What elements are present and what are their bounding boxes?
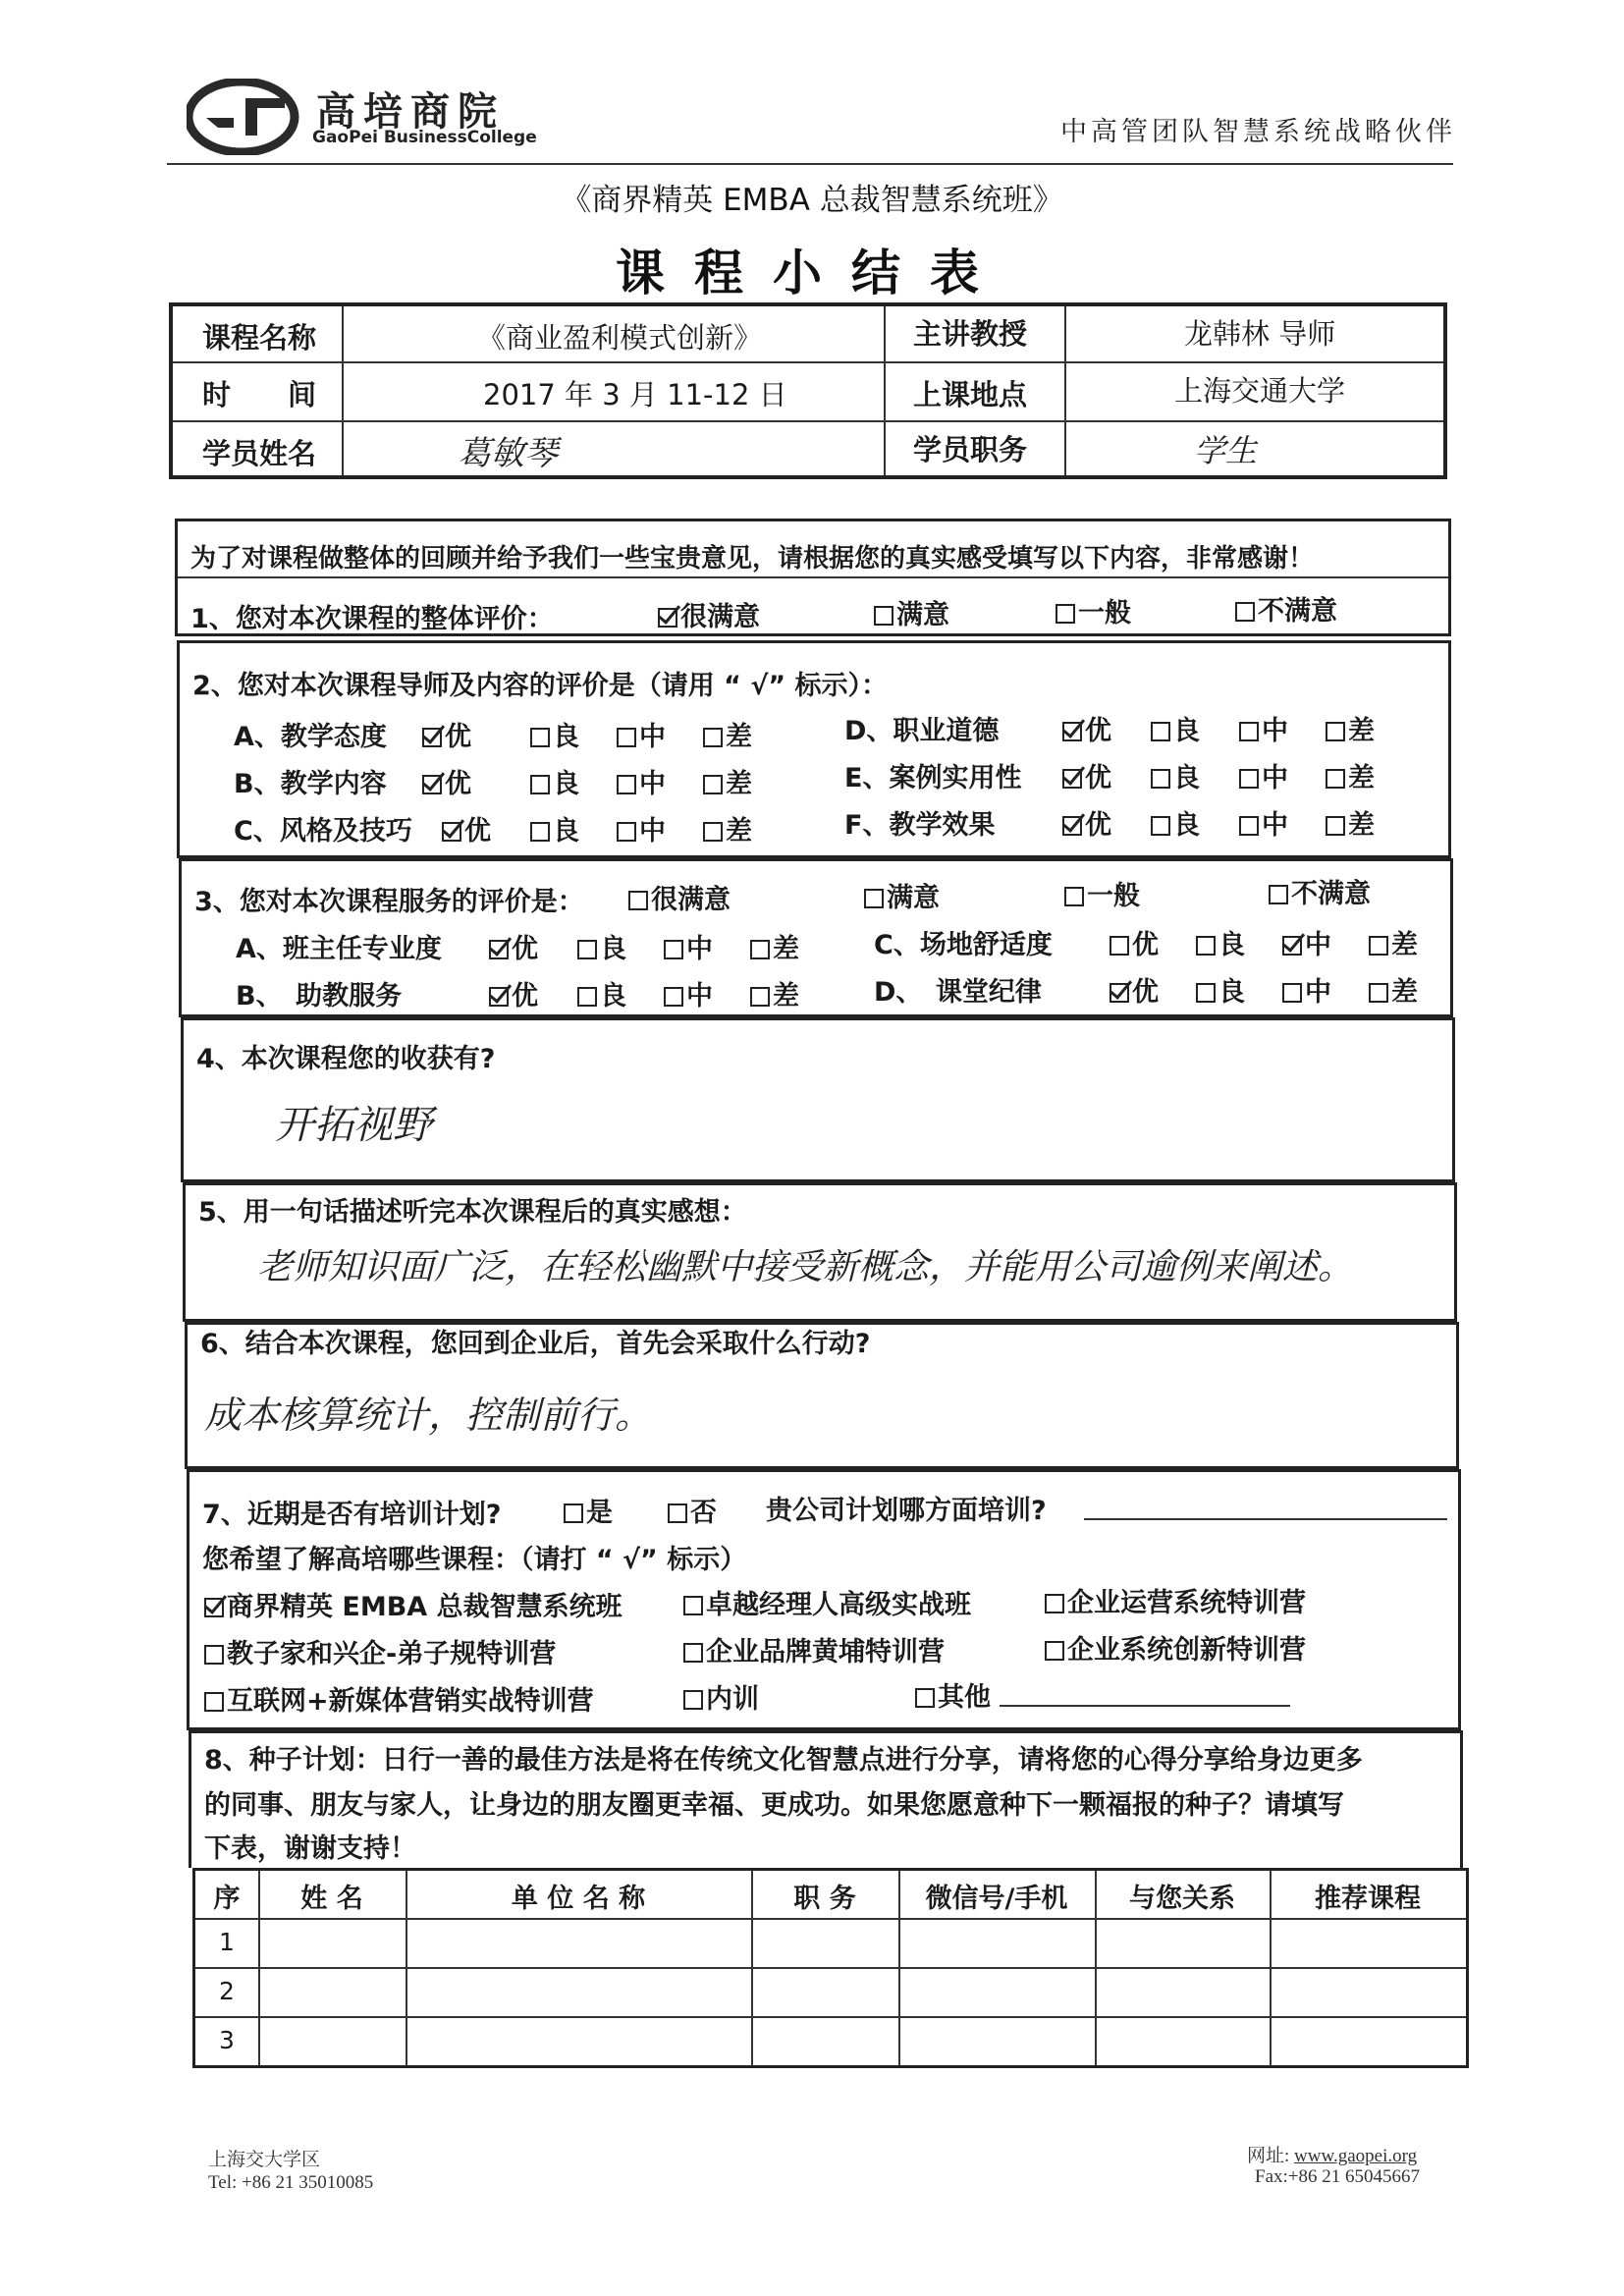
- checkbox-icon[interactable]: [1110, 936, 1129, 956]
- footer-campus: 上海交大学区: [208, 2150, 321, 2170]
- checkbox-icon[interactable]: [683, 1643, 703, 1663]
- seed-plan-table: [192, 1868, 1469, 2068]
- q3-c-grade-good[interactable]: 良: [1196, 923, 1245, 961]
- q1-option-very-satisfied[interactable]: 很满意: [658, 595, 760, 633]
- q2-c-grade-fair[interactable]: 中: [617, 809, 666, 847]
- checkbox-icon[interactable]: [577, 987, 597, 1007]
- checkbox-icon[interactable]: [530, 775, 550, 794]
- footer-web-link[interactable]: www.gaopei.org: [1294, 2146, 1418, 2166]
- checkbox-icon[interactable]: [1326, 722, 1345, 741]
- q4-answer[interactable]: 开拓视野: [275, 1103, 432, 1148]
- course-option-6[interactable]: 企业系统创新特训营: [1045, 1628, 1306, 1667]
- q3-label: 3、您对本次课程服务的评价是：: [194, 887, 584, 917]
- q2-a-grade-good[interactable]: 良: [530, 715, 579, 753]
- q2-d-grade-excellent[interactable]: 优: [1062, 709, 1111, 747]
- time-value: 2017 年 3 月 11-12 日: [483, 378, 787, 411]
- checkbox-icon[interactable]: [1239, 722, 1259, 741]
- table-row: 2: [219, 1977, 235, 2005]
- course-option-2[interactable]: 卓越经理人高级实战班: [683, 1583, 971, 1621]
- other-course-underline[interactable]: [1000, 1705, 1290, 1707]
- checkbox-icon[interactable]: [1151, 722, 1170, 741]
- q4-label: 4、本次课程您的收获有?: [196, 1044, 496, 1074]
- checkbox-icon[interactable]: [617, 775, 636, 794]
- checkbox-icon[interactable]: [703, 775, 723, 794]
- q2-c-grade-poor[interactable]: 差: [703, 809, 752, 847]
- q3-c-grade-poor[interactable]: 差: [1369, 923, 1418, 961]
- checkbox-icon[interactable]: [564, 1503, 583, 1523]
- q5-label: 5、用一句话描述听完本次课程后的真实感想：: [198, 1197, 747, 1228]
- q3-c-grade-fair[interactable]: 中: [1282, 923, 1331, 961]
- checkbox-icon[interactable]: [530, 822, 550, 842]
- course-option-4[interactable]: 教子家和兴企-弟子规特训营: [204, 1632, 556, 1670]
- footer-tel: Tel: +86 21 35010085: [208, 2172, 374, 2193]
- seed-header-position: 职 务: [793, 1884, 856, 1914]
- checkbox-icon[interactable]: [864, 889, 884, 908]
- checkbox-icon[interactable]: [1369, 983, 1388, 1003]
- gaopei-logo-icon: [187, 79, 306, 155]
- q7-label: 7、近期是否有培训计划?: [202, 1500, 502, 1530]
- table-row: 1: [219, 1928, 235, 1956]
- q3-a-grade-fair[interactable]: 中: [664, 927, 713, 965]
- q1-option-dissatisfied[interactable]: 不满意: [1235, 589, 1337, 628]
- course-option-7[interactable]: 互联网+新媒体营销实战特训营: [204, 1679, 594, 1718]
- q2-c-grade-good[interactable]: 良: [530, 809, 579, 847]
- q7-option-yes[interactable]: 是: [564, 1491, 613, 1529]
- q6-label: 6、结合本次课程，您回到企业后，首先会采取什么行动?: [200, 1329, 871, 1359]
- q2-e-grade-fair[interactable]: 中: [1239, 756, 1288, 794]
- checkbox-icon[interactable]: [683, 1690, 703, 1710]
- seed-header-name: 姓 名: [300, 1884, 363, 1914]
- checkbox-icon[interactable]: [1326, 816, 1345, 836]
- q5-answer[interactable]: 老师知识面广泛，在轻松幽默中接受新概念，并能用公司逾例来阐述。: [257, 1247, 1354, 1287]
- checked-checkbox-icon[interactable]: [1062, 769, 1082, 789]
- checkbox-icon[interactable]: [1239, 816, 1259, 836]
- checked-checkbox-icon[interactable]: [489, 940, 509, 959]
- time-label: 时 间: [202, 378, 317, 411]
- table-row: 3: [219, 2026, 235, 2054]
- q3-a-grade-poor[interactable]: 差: [750, 927, 799, 965]
- q3-a-grade-good[interactable]: 良: [577, 927, 626, 965]
- checkbox-icon[interactable]: [1239, 769, 1259, 789]
- course-option-1[interactable]: 商界精英 EMBA 总裁智慧系统班: [204, 1585, 623, 1623]
- seed-header-course: 推荐课程: [1315, 1884, 1421, 1914]
- q2-item-b: B、教学内容: [234, 769, 387, 799]
- intro-text: 为了对课程做整体的回顾并给予我们一些宝贵意见，请根据您的真实感受填写以下内容，非常感谢！: [190, 544, 1315, 574]
- checkbox-icon[interactable]: [1045, 1641, 1064, 1661]
- q2-item-a: A、教学态度: [234, 722, 387, 752]
- brand-slogan: 中高管团队智慧系统战略伙伴: [1060, 117, 1456, 147]
- q2-d-grade-good[interactable]: 良: [1151, 709, 1200, 747]
- q8-line-3: 下表，谢谢支持！: [204, 1833, 416, 1864]
- q1-label: 1、您对本次课程的整体评价：: [190, 604, 554, 634]
- q2-item-c: C、风格及技巧: [234, 816, 412, 847]
- q3-b-grade-fair[interactable]: 中: [664, 974, 713, 1012]
- course-option-9[interactable]: 其他: [915, 1675, 991, 1714]
- form-title: 课程小结表: [616, 245, 1008, 301]
- checkbox-icon[interactable]: [1235, 602, 1255, 622]
- q7-courses-label: 您希望了解高培哪些课程：（请打 “ √” 标示）: [202, 1545, 747, 1575]
- checkbox-icon[interactable]: [664, 987, 683, 1007]
- q2-f-grade-good[interactable]: 良: [1151, 803, 1200, 842]
- brand-name-english: GaoPei BusinessCollege: [312, 128, 537, 147]
- checkbox-icon[interactable]: [530, 728, 550, 747]
- checkbox-icon[interactable]: [617, 822, 636, 842]
- program-title: 《商界精英 EMBA 总裁智慧系统班》: [561, 183, 1063, 218]
- checkbox-icon[interactable]: [1045, 1594, 1064, 1613]
- checked-checkbox-icon[interactable]: [1282, 936, 1302, 956]
- checked-checkbox-icon[interactable]: [489, 987, 509, 1007]
- course-option-8[interactable]: 内训: [683, 1677, 759, 1716]
- checkbox-icon[interactable]: [1151, 769, 1170, 789]
- q7-which-underline[interactable]: [1084, 1518, 1447, 1520]
- q2-e-grade-excellent[interactable]: 优: [1062, 756, 1111, 794]
- q2-item-e: E、案例实用性: [844, 763, 1022, 793]
- checkbox-icon[interactable]: [1282, 983, 1302, 1003]
- q2-f-grade-poor[interactable]: 差: [1326, 803, 1375, 842]
- checkbox-icon[interactable]: [915, 1688, 935, 1708]
- q3-option-dissatisfied[interactable]: 不满意: [1269, 872, 1371, 910]
- q2-e-grade-good[interactable]: 良: [1151, 756, 1200, 794]
- q2-label: 2、您对本次课程导师及内容的评价是（请用 “ √” 标示）：: [192, 671, 888, 701]
- checkbox-icon[interactable]: [628, 891, 648, 910]
- q3-option-average[interactable]: 一般: [1064, 874, 1140, 912]
- checked-checkbox-icon[interactable]: [658, 608, 677, 628]
- checkbox-icon[interactable]: [1196, 936, 1216, 956]
- course-option-3[interactable]: 企业运营系统特训营: [1045, 1581, 1306, 1619]
- q2-d-grade-fair[interactable]: 中: [1239, 709, 1288, 747]
- checked-checkbox-icon[interactable]: [422, 775, 442, 794]
- q7-which-label: 贵公司计划哪方面培训?: [766, 1496, 1047, 1526]
- checked-checkbox-icon[interactable]: [204, 1598, 224, 1617]
- checkbox-icon[interactable]: [1056, 604, 1075, 624]
- q2-f-grade-fair[interactable]: 中: [1239, 803, 1288, 842]
- checkbox-icon[interactable]: [1326, 769, 1345, 789]
- seed-header-company: 单 位 名 称: [511, 1884, 646, 1914]
- checkbox-icon[interactable]: [683, 1596, 703, 1615]
- course-name-label: 课程名称: [202, 321, 317, 355]
- checked-checkbox-icon[interactable]: [1110, 983, 1129, 1003]
- q2-b-grade-fair[interactable]: 中: [617, 762, 666, 800]
- checkbox-icon[interactable]: [664, 940, 683, 959]
- checkbox-icon[interactable]: [617, 728, 636, 747]
- location-label: 上课地点: [913, 378, 1028, 411]
- q1-option-average[interactable]: 一般: [1056, 591, 1131, 629]
- checked-checkbox-icon[interactable]: [1062, 816, 1082, 836]
- seed-header-index: 序: [213, 1884, 241, 1914]
- brand-name-chinese: 高培商院: [316, 89, 505, 135]
- q3-b-grade-excellent[interactable]: 优: [489, 974, 538, 1012]
- checkbox-icon[interactable]: [874, 606, 893, 626]
- checkbox-icon[interactable]: [1369, 936, 1388, 956]
- q3-a-grade-excellent[interactable]: 优: [489, 927, 538, 965]
- q3-d-grade-excellent[interactable]: 优: [1110, 970, 1159, 1009]
- q3-item-b: B、 助教服务: [236, 981, 403, 1011]
- q2-a-grade-fair[interactable]: 中: [617, 715, 666, 753]
- q2-b-grade-excellent[interactable]: 优: [422, 762, 471, 800]
- student-name-value: 葛敏琴: [458, 434, 558, 473]
- seed-header-relationship: 与您关系: [1129, 1884, 1235, 1914]
- course-info-table: [169, 302, 1447, 479]
- position-value: 学生: [1194, 432, 1258, 469]
- q2-e-grade-poor[interactable]: 差: [1326, 756, 1375, 794]
- checkbox-icon[interactable]: [1151, 816, 1170, 836]
- q3-item-c: C、场地舒适度: [874, 930, 1053, 960]
- q3-c-grade-excellent[interactable]: 优: [1110, 923, 1159, 961]
- q6-answer[interactable]: 成本核算统计，控制前行。: [204, 1394, 653, 1437]
- checkbox-icon[interactable]: [204, 1692, 224, 1712]
- q2-a-grade-excellent[interactable]: 优: [422, 715, 471, 753]
- position-label: 学员职务: [913, 433, 1028, 466]
- course-name-value: 《商业盈利模式创新》: [477, 321, 763, 355]
- location-value: 上海交通大学: [1174, 374, 1346, 408]
- q3-option-very-satisfied[interactable]: 很满意: [628, 878, 731, 916]
- q2-c-grade-excellent[interactable]: 优: [442, 809, 491, 847]
- checkbox-icon[interactable]: [204, 1645, 224, 1665]
- q3-d-grade-poor[interactable]: 差: [1369, 970, 1418, 1009]
- footer-web-label: 网址:: [1247, 2146, 1290, 2166]
- q8-line-2: 的同事、朋友与家人，让身边的朋友圈更幸福、更成功。如果您愿意种下一颗福报的种子？请填写: [204, 1790, 1344, 1821]
- footer-web: [1247, 2141, 1417, 2167]
- checkbox-icon[interactable]: [750, 987, 770, 1007]
- checkbox-icon[interactable]: [750, 940, 770, 959]
- q3-item-a: A、班主任专业度: [236, 934, 442, 964]
- checked-checkbox-icon[interactable]: [442, 822, 461, 842]
- checkbox-icon[interactable]: [668, 1503, 687, 1523]
- q7-option-no[interactable]: 否: [668, 1491, 717, 1529]
- lecturer-label: 主讲教授: [913, 317, 1028, 351]
- q3-option-satisfied[interactable]: 满意: [864, 876, 940, 914]
- q8-line-1: 8、种子计划：日行一善的最佳方法是将在传统文化智慧点进行分享，请将您的心得分享给身边更多: [204, 1745, 1363, 1776]
- checkbox-icon[interactable]: [577, 940, 597, 959]
- header-divider: [167, 163, 1453, 165]
- q2-item-f: F、教学效果: [844, 810, 996, 841]
- student-name-label: 学员姓名: [202, 437, 317, 470]
- checkbox-icon[interactable]: [1064, 887, 1084, 906]
- q3-b-grade-poor[interactable]: 差: [750, 974, 799, 1012]
- q2-b-grade-poor[interactable]: 差: [703, 762, 752, 800]
- footer-fax: Fax:+86 21 65045667: [1255, 2166, 1420, 2187]
- seed-header-wechat: 微信号/手机: [925, 1884, 1068, 1914]
- q2-a-grade-poor[interactable]: 差: [703, 715, 752, 753]
- checked-checkbox-icon[interactable]: [422, 728, 442, 747]
- checked-checkbox-icon[interactable]: [1062, 722, 1082, 741]
- q2-d-grade-poor[interactable]: 差: [1326, 709, 1375, 747]
- q3-item-d: D、 课堂纪律: [874, 977, 1042, 1008]
- course-option-5[interactable]: 企业品牌黄埔特训营: [683, 1630, 945, 1668]
- q2-f-grade-excellent[interactable]: 优: [1062, 803, 1111, 842]
- q1-option-satisfied[interactable]: 满意: [874, 593, 949, 631]
- q3-b-grade-good[interactable]: 良: [577, 974, 626, 1012]
- checkbox-icon[interactable]: [1269, 885, 1288, 904]
- lecturer-value: 龙韩林 导师: [1184, 317, 1336, 351]
- q3-d-grade-fair[interactable]: 中: [1282, 970, 1331, 1009]
- q2-b-grade-good[interactable]: 良: [530, 762, 579, 800]
- checkbox-icon[interactable]: [703, 728, 723, 747]
- checkbox-icon[interactable]: [1196, 983, 1216, 1003]
- checkbox-icon[interactable]: [703, 822, 723, 842]
- q2-item-d: D、职业道德: [844, 716, 1000, 746]
- q3-d-grade-good[interactable]: 良: [1196, 970, 1245, 1009]
